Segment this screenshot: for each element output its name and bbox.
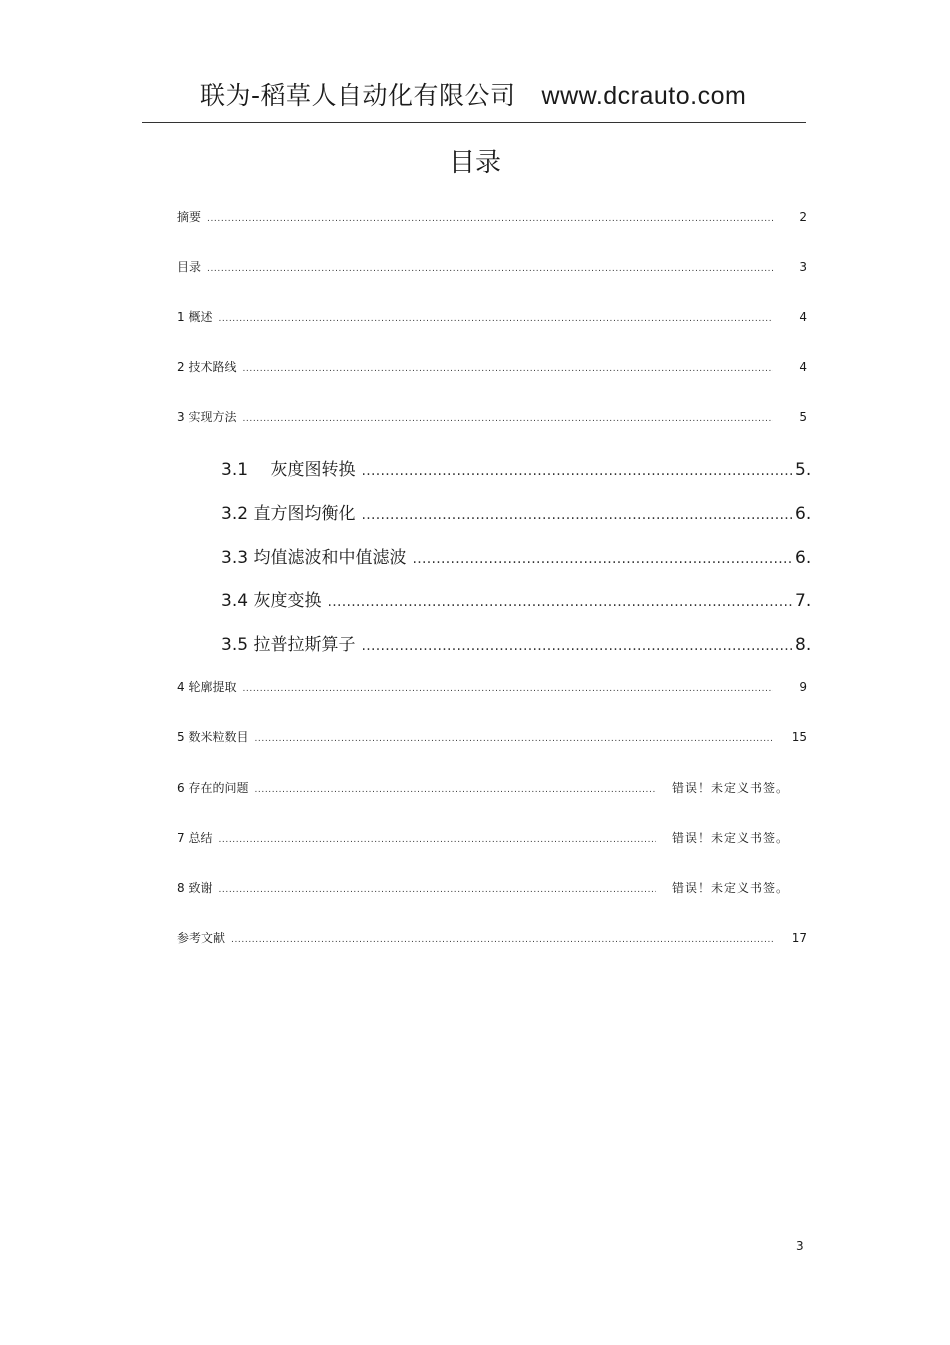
- header-company: 联为-稻草人自动化有限公司: [200, 81, 516, 110]
- toc-entry-page: 错误！未定义书签。: [671, 781, 789, 795]
- toc-entry[interactable]: [177, 929, 807, 946]
- header-text: [200, 76, 746, 112]
- page-number: 3: [796, 1239, 804, 1253]
- toc-leader-dots: [207, 264, 773, 274]
- toc-entry-label: 参考文献: [177, 931, 226, 945]
- toc-entry-page: 7.: [795, 591, 812, 611]
- toc-subentry[interactable]: [221, 499, 811, 524]
- toc-entry-page: 4: [799, 310, 807, 324]
- toc-entry-page: 17: [791, 931, 807, 945]
- toc-entry-label: 7 总结: [177, 831, 213, 845]
- toc-entry[interactable]: [177, 728, 807, 745]
- toc-leader-dots: [218, 314, 773, 324]
- toc-entry-label: 4 轮廓提取: [177, 680, 237, 694]
- toc-leader-dots: [361, 463, 793, 479]
- header-url: www.dcrauto.com: [541, 82, 747, 110]
- toc-entry[interactable]: [177, 678, 807, 695]
- toc-leader-dots: [361, 507, 793, 523]
- toc-entry-label: 3.2 直方图均衡化: [221, 504, 356, 524]
- toc-entry-label: 3.1 灰度图转换: [221, 460, 356, 480]
- toc-entry-label: 2 技术路线: [177, 360, 237, 374]
- toc-entry-page: 3: [799, 260, 807, 274]
- toc-entry-label: 1 概述: [177, 310, 213, 324]
- toc-leader-dots: [242, 684, 773, 694]
- toc-entry[interactable]: [177, 208, 807, 225]
- toc-entry-label: 摘要: [177, 210, 202, 224]
- toc-entry-page: 6.: [795, 504, 812, 524]
- toc-leader-dots: [327, 594, 793, 610]
- toc-leader-dots: [207, 214, 773, 224]
- toc-leader-dots: [242, 364, 773, 374]
- toc-title: 目录: [448, 148, 501, 178]
- toc-entry-page: 4: [799, 360, 807, 374]
- toc-entry-page: 错误！未定义书签。: [671, 881, 789, 895]
- toc-entry-page: 15: [791, 730, 807, 744]
- toc-entry-label: 目录: [177, 260, 202, 274]
- toc-entry-page: 2: [799, 210, 807, 224]
- toc-entry-page: 9: [799, 680, 807, 694]
- toc-entry[interactable]: [177, 779, 789, 796]
- toc-entry[interactable]: [177, 408, 807, 425]
- toc-entry-page: 5: [799, 410, 807, 424]
- toc-leader-dots: [218, 885, 656, 895]
- toc-entry-label: 3.3 均值滤波和中值滤波: [221, 548, 407, 568]
- toc-entry-page: 6.: [795, 548, 812, 568]
- toc-subentry[interactable]: [221, 586, 811, 611]
- toc-entry-label: 3.5 拉普拉斯算子: [221, 635, 356, 655]
- toc-entry-label: 6 存在的问题: [177, 781, 249, 795]
- toc-entry-page: 8.: [795, 635, 812, 655]
- toc-subentry[interactable]: [221, 543, 811, 568]
- toc-leader-dots: [242, 414, 773, 424]
- toc-entry-label: 3.4 灰度变换: [221, 591, 322, 611]
- toc-leader-dots: [254, 734, 773, 744]
- toc-entry[interactable]: [177, 308, 807, 325]
- toc-leader-dots: [218, 835, 656, 845]
- toc-leader-dots: [412, 551, 793, 567]
- toc-entry[interactable]: [177, 358, 807, 375]
- toc-subentry[interactable]: [221, 630, 811, 655]
- toc-entry[interactable]: [177, 829, 789, 846]
- toc-subentry[interactable]: [221, 455, 811, 480]
- toc-leader-dots: [231, 935, 773, 945]
- toc-entry-label: 3 实现方法: [177, 410, 237, 424]
- toc-entry-page: 5.: [795, 460, 812, 480]
- toc-entry-page: 错误！未定义书签。: [671, 831, 789, 845]
- toc-leader-dots: [361, 638, 793, 654]
- page-header: [142, 70, 806, 123]
- toc-entry[interactable]: [177, 258, 807, 275]
- toc-entry-label: 8 致谢: [177, 881, 213, 895]
- toc-entry[interactable]: [177, 879, 789, 896]
- toc-leader-dots: [254, 785, 656, 795]
- toc-entry-label: 5 数米粒数目: [177, 730, 249, 744]
